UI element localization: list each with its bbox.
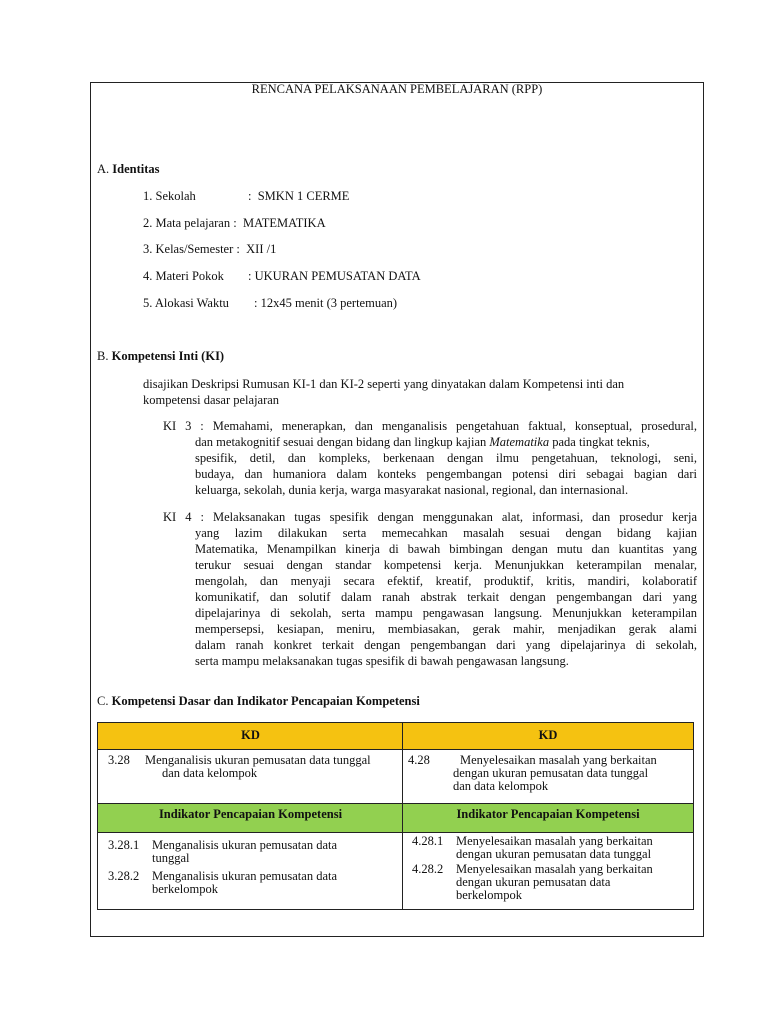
ki3-line: spesifik, detil, dan kompleks, berkenaan dengan ilmu pengetahuan, teknologi, seni, xyxy=(195,451,697,465)
ki4-line: dalam ranah konkret terkait dengan pengembangan dari yang dipelajarinya di sekolah, xyxy=(195,638,697,652)
ki-intro-line: kompetensi dasar pelajaran xyxy=(143,393,280,407)
item-label: Sekolah xyxy=(155,189,196,203)
ki4-line: mengolah, dan menyaji secara efektif, kreatif, produktif, kritis, mandiri, kolaboratif xyxy=(195,574,697,588)
kd-header-right xyxy=(403,723,693,750)
ki4-line: mempersepsi, kesiapan, meniru, membiasakan, gerak mahir, menjadikan gerak alami xyxy=(195,622,697,636)
ipk-right-text: Menyelesaikan masalah yang berkaitan xyxy=(456,834,653,848)
item-number: 5. xyxy=(143,296,153,310)
kd-left-number: 3.28 xyxy=(108,753,130,767)
item-value: 12x45 menit (3 pertemuan) xyxy=(260,296,398,310)
section-a-letter: A. xyxy=(97,162,110,176)
section-c-title: Kompetensi Dasar dan Indikator Pencapaian Kompetensi xyxy=(111,694,420,708)
kd-cell-left xyxy=(98,750,403,804)
identity-value-materi-pokok xyxy=(248,269,421,284)
kd-left-text: dan data kelompok xyxy=(162,766,258,780)
identity-item-materi-pokok xyxy=(143,269,224,284)
section-c-heading xyxy=(97,694,420,709)
ki4-line: Matematika, Menampilkan kinerja di bawah bimbingan dengan mutu dan kuantitas yang xyxy=(195,542,697,556)
ipk-right-text: dengan ukuran pemusatan data xyxy=(456,875,611,889)
ki3-text: dan metakognitif sesuai dengan bidang dan lingkup kajian xyxy=(195,435,487,449)
item-value: UKURAN PEMUSATAN DATA xyxy=(254,269,421,283)
identity-value-alokasi-waktu xyxy=(254,296,397,311)
ki-intro-line: disajikan Deskripsi Rumusan KI-1 dan KI-2 seperti yang dinyatakan dalam Kompetensi inti dan xyxy=(143,377,625,391)
section-b-heading xyxy=(97,349,224,364)
ipk-left-text: berkelompok xyxy=(152,882,218,896)
kd-right-text: dan data kelompok xyxy=(453,779,549,793)
kd-left-text: Menganalisis ukuran pemusatan data tunggal xyxy=(145,753,371,767)
kd-header-left xyxy=(98,723,403,750)
item-number: 2. xyxy=(143,216,153,230)
section-b-letter: B. xyxy=(97,349,109,363)
item-separator: : xyxy=(248,189,252,203)
ki4-line: serta mampu melaksanakan tugas spesifik di bawah pengawasan langsung. xyxy=(195,654,569,668)
ki3-line: KI 3 : Memahami, menerapkan, dan menganalisis pengetahuan faktual, konseptual, prosedural, xyxy=(163,419,697,433)
item-label: Materi Pokok xyxy=(155,269,224,283)
item-number: 1. xyxy=(143,189,153,203)
kd-header-right-label: KD xyxy=(538,728,558,742)
identity-item-mata-pelajaran xyxy=(143,216,326,231)
item-separator: : xyxy=(233,216,237,230)
item-label: Kelas/Semester xyxy=(155,242,234,256)
ipk-header-left-label: Indikator Pencapaian Kompetensi xyxy=(158,807,343,821)
identity-item-sekolah xyxy=(143,189,196,204)
identity-item-alokasi-waktu xyxy=(143,296,229,311)
ipk-header-right-label: Indikator Pencapaian Kompetensi xyxy=(456,807,640,821)
item-number: 3. xyxy=(143,242,153,256)
ipk-header-left xyxy=(98,804,403,833)
section-b-title: Kompetensi Inti (KI) xyxy=(111,349,225,363)
ipk-left-number: 3.28.2 xyxy=(108,869,140,883)
section-a-title: Identitas xyxy=(112,162,160,176)
item-separator: : xyxy=(248,269,252,283)
kd-right-number: 4.28 xyxy=(408,753,430,767)
section-a-heading xyxy=(97,162,160,177)
ipk-right-text: dengan ukuran pemusatan data tunggal xyxy=(456,847,652,861)
item-value: SMKN 1 CERME xyxy=(257,189,350,203)
document-title: RENCANA PELAKSANAAN PEMBELAJARAN (RPP) xyxy=(251,82,543,96)
item-separator: : xyxy=(254,296,258,310)
ipk-left-text: Menganalisis ukuran pemusatan data xyxy=(152,838,338,852)
kd-ipk-table xyxy=(97,722,694,910)
identity-value-sekolah xyxy=(248,189,349,204)
ipk-left-text: tunggal xyxy=(152,851,190,865)
ki4-line: terukur sesuai dengan standar kompetensi kerja. Menunjukkan keterampilan menalar, xyxy=(195,558,697,572)
ki3-line: keluarga, sekolah, dunia kerja, warga masyarakat nasional, regional, dan internasional. xyxy=(195,483,629,497)
ipk-left-text: Menganalisis ukuran pemusatan data xyxy=(152,869,338,883)
ki4-line: yang lazim dilakukan serta memecahkan masalah sesuai dengan bidang kajian xyxy=(195,526,697,540)
kd-header-left-label: KD xyxy=(241,728,260,742)
kd-cell-right xyxy=(403,750,693,804)
ipk-right-text: berkelompok xyxy=(456,888,522,902)
ipk-right-text: Menyelesaikan masalah yang berkaitan xyxy=(456,862,653,876)
item-number: 4. xyxy=(143,269,153,283)
ki4-line: komunikatif, dan solutif dalam ranah abstrak terkait dengan pengembangan dari yang xyxy=(195,590,697,604)
ki3-line: budaya, dan humaniora dalam konteks pengembangan potensi diri sebagai bagian dari xyxy=(195,467,697,481)
ipk-left-number: 3.28.1 xyxy=(108,838,140,852)
ki3-line xyxy=(195,435,650,450)
ipk-header-right xyxy=(403,804,693,833)
identity-item-kelas-semester xyxy=(143,242,276,257)
ipk-cell-left xyxy=(98,833,403,909)
ki4-line: dipelajarinya di sekolah, serta mampu pengawasan langsung. Menunjukkan keterampilan xyxy=(195,606,697,620)
ki4-line: KI 4 : Melaksanakan tugas spesifik dengan menggunakan alat, informasi, dan prosedur kerja xyxy=(163,510,697,524)
item-label: Mata pelajaran xyxy=(155,216,231,230)
item-label: Alokasi Waktu xyxy=(154,296,229,310)
ipk-right-number: 4.28.1 xyxy=(412,834,444,848)
ipk-cell-right xyxy=(403,833,693,909)
ki3-subject: Matematika xyxy=(489,435,550,449)
kd-right-text: dengan ukuran pemusatan data tunggal xyxy=(453,766,649,780)
item-value: XII /1 xyxy=(246,242,277,256)
ki3-text: pada tingkat teknis, xyxy=(552,435,650,449)
ipk-right-number: 4.28.2 xyxy=(412,862,444,876)
section-c-letter: C. xyxy=(97,694,109,708)
kd-right-text: Menyelesaikan masalah yang berkaitan xyxy=(460,753,657,767)
item-value: MATEMATIKA xyxy=(242,216,326,230)
item-separator: : xyxy=(236,242,240,256)
